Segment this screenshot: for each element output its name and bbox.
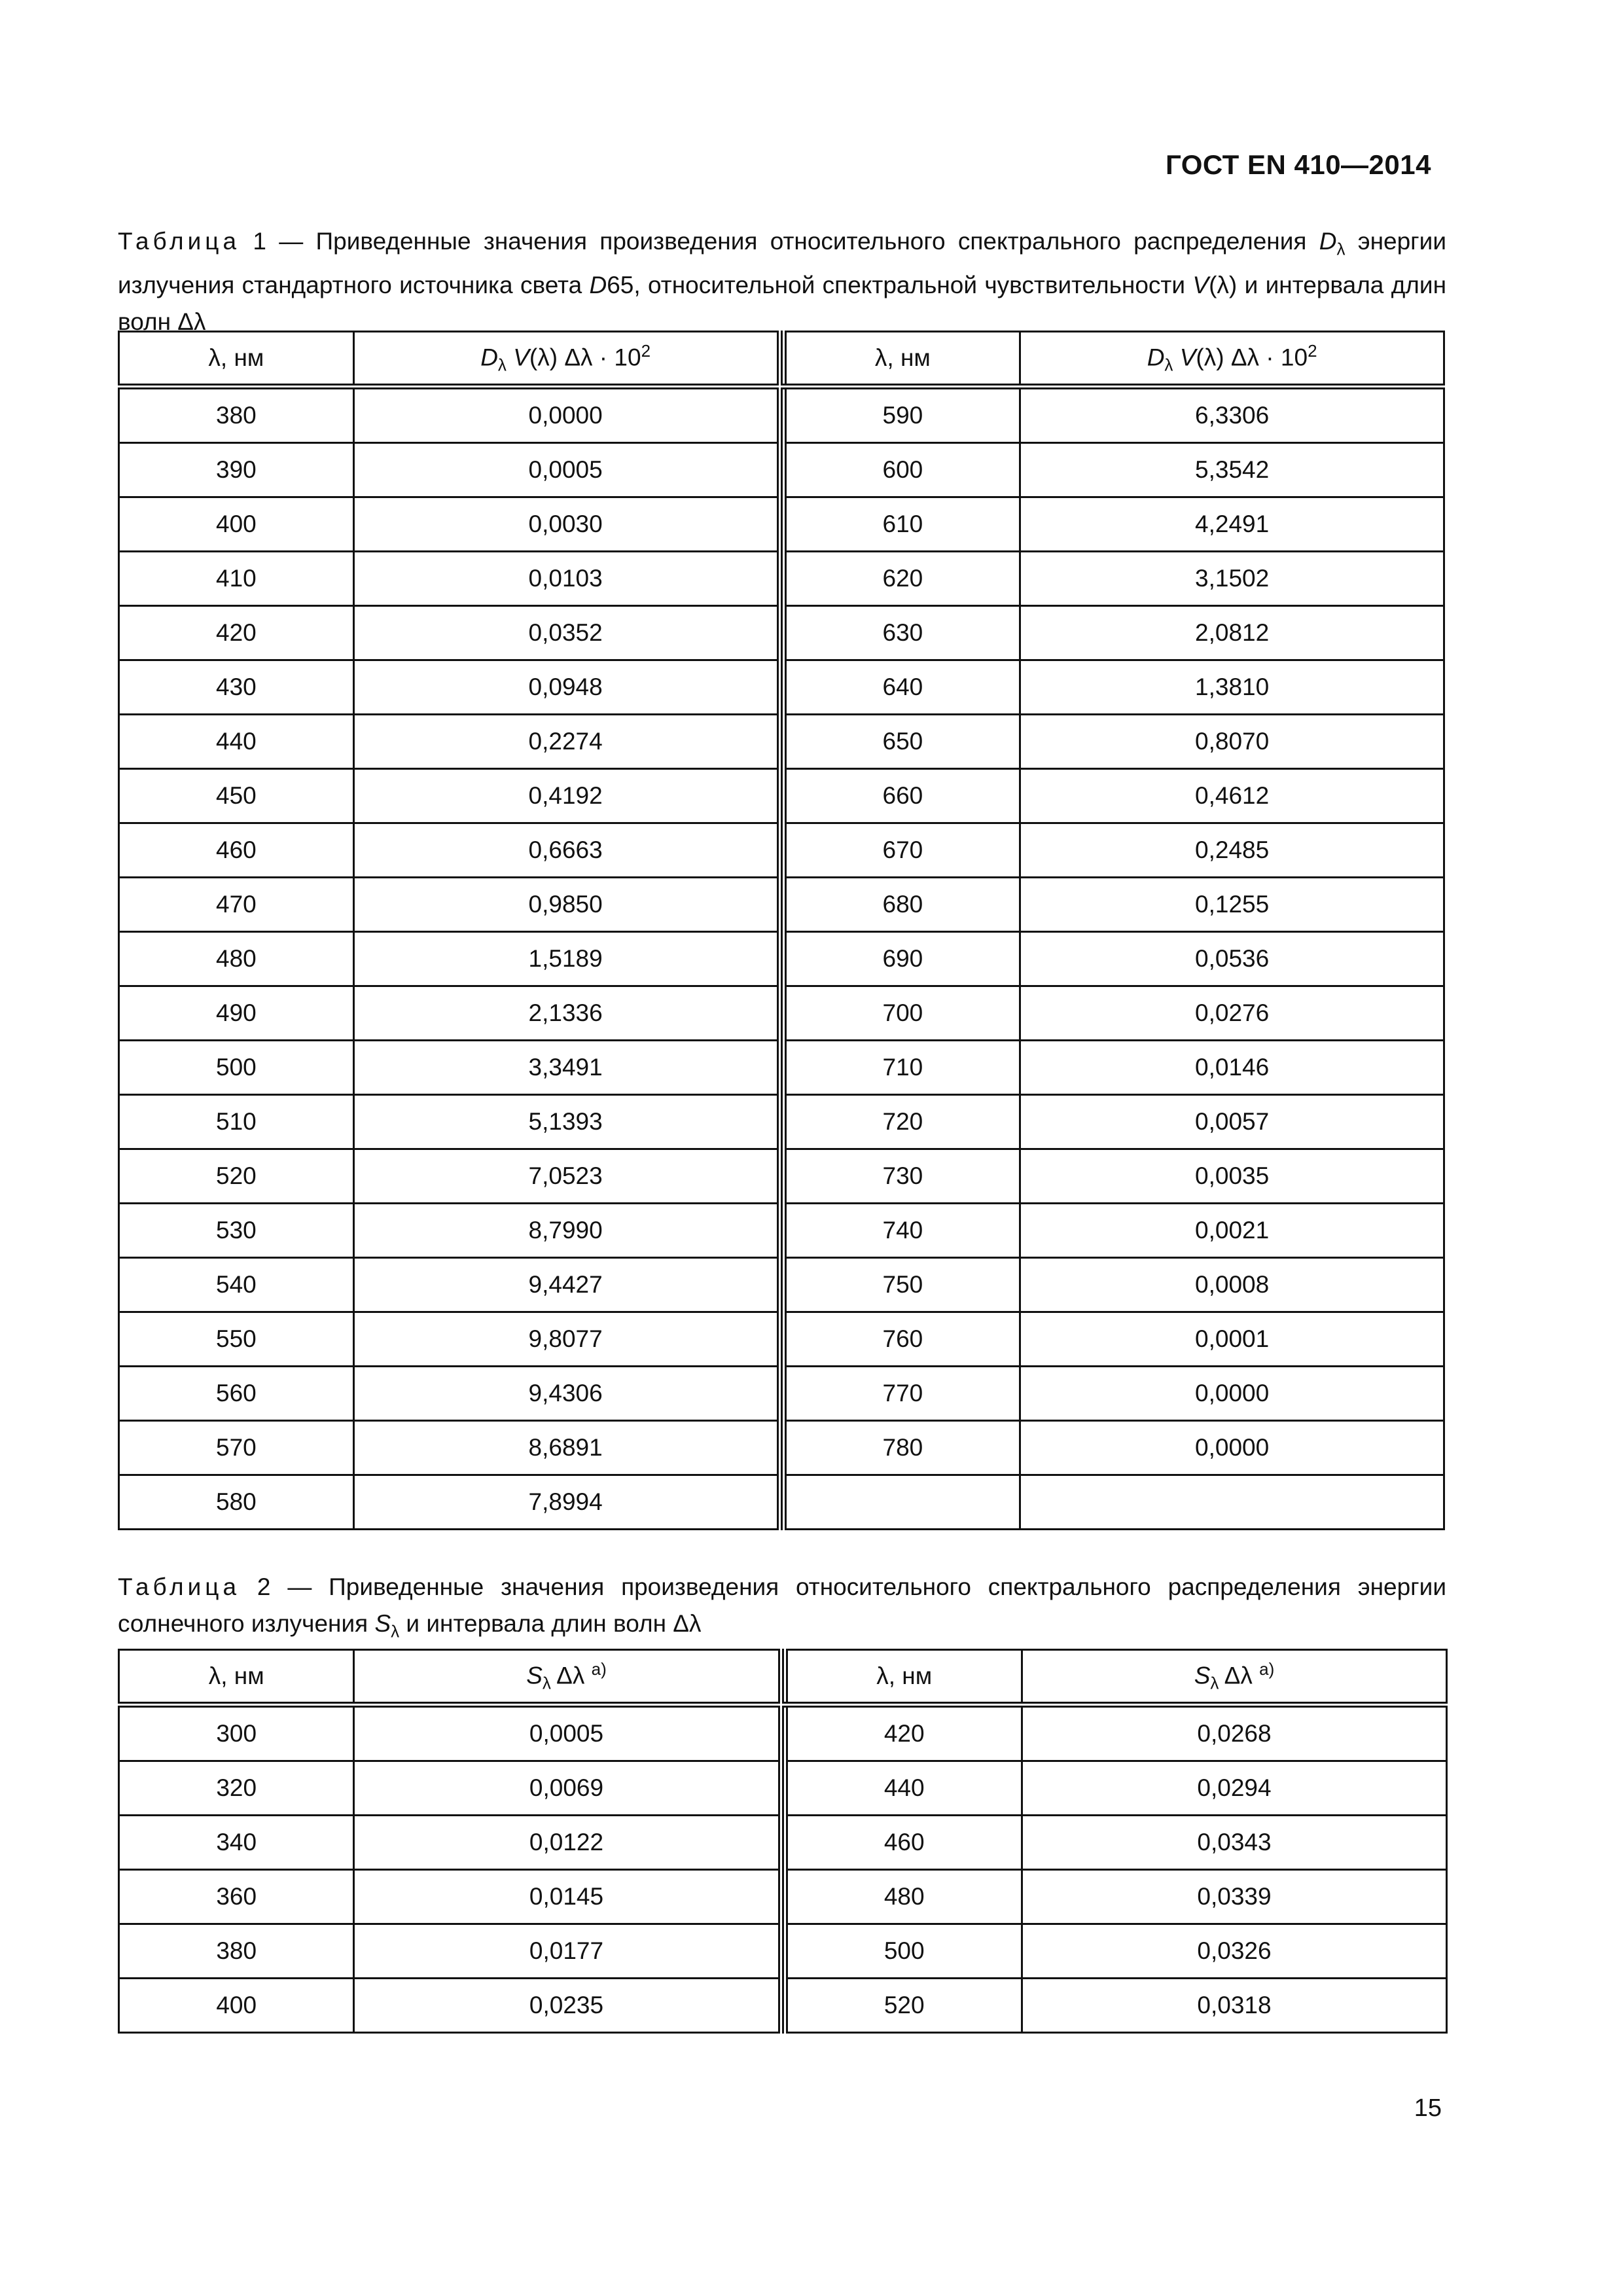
table1-caption-v: V: [1192, 272, 1209, 299]
table-row: [783, 715, 1444, 769]
value-cell: 0,0021: [1020, 1204, 1444, 1258]
table-row: [783, 443, 1444, 497]
wavelength-cell: 570: [119, 1421, 354, 1475]
table-row: [783, 387, 1444, 443]
wavelength-cell: 480: [785, 1870, 1022, 1924]
table1-caption: [118, 223, 1446, 340]
table1-left-half: [118, 331, 779, 1530]
table-row: [119, 1979, 779, 2033]
table2-right-body: [785, 1705, 1447, 2033]
table1-caption-lambda: λ: [1336, 239, 1346, 259]
table1-right-body: [783, 387, 1444, 1530]
table2-right-header-lambda: λ, нм: [785, 1650, 1022, 1705]
table-row: [783, 986, 1444, 1041]
value-cell: 0,0000: [1020, 1421, 1444, 1475]
wavelength-cell: 490: [119, 986, 354, 1041]
wavelength-cell: 380: [119, 1924, 354, 1979]
wavelength-cell: 720: [783, 1095, 1020, 1149]
header-v: V: [1173, 343, 1196, 370]
table1-caption-label: Таблица: [118, 228, 241, 255]
table-row: [783, 1475, 1444, 1530]
table2-caption-text-a: — Приведенные значения произведения относительного спектрального распределения энергии солнечного излучения: [118, 1573, 1446, 1637]
wavelength-cell: 610: [783, 497, 1020, 552]
header-d-sub: λ: [497, 355, 507, 375]
table2-right-header-value: [1022, 1650, 1446, 1705]
table-row: [783, 1204, 1444, 1258]
value-cell: 0,0122: [354, 1816, 779, 1870]
table-row: [783, 878, 1444, 932]
table1-left-header-row: [119, 332, 778, 387]
wavelength-cell: 620: [783, 552, 1020, 606]
value-cell: 0,0352: [353, 606, 777, 660]
table2-left-header-row: [119, 1650, 779, 1705]
table-row: [785, 1870, 1447, 1924]
table-row: [783, 769, 1444, 823]
table2-left-header-lambda: λ, нм: [119, 1650, 354, 1705]
value-cell: 0,0235: [354, 1979, 779, 2033]
table1-left-header-value: [353, 332, 777, 387]
table1-caption-number: 1: [253, 228, 266, 255]
table-row: [783, 1095, 1444, 1149]
value-cell: 0,2274: [353, 715, 777, 769]
wavelength-cell: 530: [119, 1204, 354, 1258]
value-cell: 0,0145: [354, 1870, 779, 1924]
wavelength-cell: 440: [785, 1761, 1022, 1816]
table-row: [119, 1816, 779, 1870]
value-cell: 8,6891: [353, 1421, 777, 1475]
value-cell: 0,0343: [1022, 1816, 1446, 1870]
value-cell: 0,0268: [1022, 1705, 1446, 1761]
value-cell: 0,0326: [1022, 1924, 1446, 1979]
table-row: [783, 823, 1444, 878]
value-cell: 0,0177: [354, 1924, 779, 1979]
wavelength-cell: 780: [783, 1421, 1020, 1475]
value-cell: 0,0000: [1020, 1367, 1444, 1421]
value-cell: 0,0005: [354, 1705, 779, 1761]
header-rest: Δλ: [1219, 1661, 1260, 1689]
table2-caption-text-b: и интервала длин волн Δλ: [399, 1610, 702, 1637]
table-row: [783, 1258, 1444, 1312]
wavelength-cell: 340: [119, 1816, 354, 1870]
table-row: [119, 1312, 778, 1367]
table-row: [783, 1149, 1444, 1204]
value-cell: 1,3810: [1020, 660, 1444, 715]
table-row: [783, 1421, 1444, 1475]
wavelength-cell: 540: [119, 1258, 354, 1312]
table-row: [119, 1870, 779, 1924]
table-row: [783, 1367, 1444, 1421]
value-cell: 9,4306: [353, 1367, 777, 1421]
wavelength-cell: 700: [783, 986, 1020, 1041]
wavelength-cell: 640: [783, 660, 1020, 715]
wavelength-cell: 470: [119, 878, 354, 932]
table-row: [785, 1979, 1447, 2033]
value-cell: 0,0294: [1022, 1761, 1446, 1816]
wavelength-cell: 740: [783, 1204, 1020, 1258]
table-row: [119, 823, 778, 878]
table-row: [119, 769, 778, 823]
wavelength-cell: 520: [785, 1979, 1022, 2033]
wavelength-cell: 630: [783, 606, 1020, 660]
table-row: [783, 606, 1444, 660]
table-row: [119, 1258, 778, 1312]
wavelength-cell: 480: [119, 932, 354, 986]
wavelength-cell: 320: [119, 1761, 354, 1816]
value-cell: 0,2485: [1020, 823, 1444, 878]
table1-left-header-lambda: λ, нм: [119, 332, 354, 387]
wavelength-cell: 560: [119, 1367, 354, 1421]
value-cell: 3,3491: [353, 1041, 777, 1095]
table-row: [119, 443, 778, 497]
header-s-sub: λ: [1210, 1673, 1219, 1693]
wavelength-cell: 710: [783, 1041, 1020, 1095]
wavelength-cell: 550: [119, 1312, 354, 1367]
wavelength-cell: 670: [783, 823, 1020, 878]
table2-caption-number: 2: [257, 1573, 271, 1600]
wavelength-cell: 420: [119, 606, 354, 660]
table1: [118, 331, 1445, 1530]
table1-caption-text-a: — Приведенные значения произведения относительного спектрального распределения: [279, 228, 1319, 255]
table-row: [119, 1705, 779, 1761]
page-number: 15: [1414, 2094, 1442, 2122]
value-cell: 4,2491: [1020, 497, 1444, 552]
table1-left-body: [119, 387, 778, 1530]
table2-right-header-row: [785, 1650, 1447, 1705]
header-v: V: [506, 343, 529, 370]
value-cell: 0,0057: [1020, 1095, 1444, 1149]
value-cell: 9,8077: [353, 1312, 777, 1367]
value-cell: 9,4427: [353, 1258, 777, 1312]
table-row: [119, 932, 778, 986]
value-cell: 0,0008: [1020, 1258, 1444, 1312]
table-row: [119, 1095, 778, 1149]
header-d: D: [480, 343, 498, 370]
wavelength-cell: 590: [783, 387, 1020, 443]
wavelength-cell: 300: [119, 1705, 354, 1761]
table-row: [783, 497, 1444, 552]
header-sup: 2: [1308, 340, 1317, 361]
table2-caption: [118, 1569, 1446, 1649]
table2-left-body: [119, 1705, 779, 2033]
value-cell: 6,3306: [1020, 387, 1444, 443]
wavelength-cell: 450: [119, 769, 354, 823]
table-row: [119, 387, 778, 443]
header-sup: а): [591, 1659, 607, 1679]
wavelength-cell: 400: [119, 497, 354, 552]
table-row: [119, 1041, 778, 1095]
wavelength-cell: 760: [783, 1312, 1020, 1367]
wavelength-cell: 650: [783, 715, 1020, 769]
table-row: [119, 1475, 778, 1530]
header-s-sub: λ: [542, 1673, 551, 1693]
table-row: [119, 1204, 778, 1258]
table1-right-header-row: [783, 332, 1444, 387]
table-row: [785, 1816, 1447, 1870]
value-cell: 0,9850: [353, 878, 777, 932]
wavelength-cell: 390: [119, 443, 354, 497]
wavelength-cell: 770: [783, 1367, 1020, 1421]
table-row: [785, 1705, 1447, 1761]
table-row: [783, 1312, 1444, 1367]
wavelength-cell: 520: [119, 1149, 354, 1204]
wavelength-cell: 580: [119, 1475, 354, 1530]
table1-caption-d65-letter: D: [589, 272, 607, 299]
value-cell: 0,0948: [353, 660, 777, 715]
value-cell: 0,1255: [1020, 878, 1444, 932]
value-cell: 0,4612: [1020, 769, 1444, 823]
table-row: [119, 660, 778, 715]
value-cell: 0,8070: [1020, 715, 1444, 769]
table2-caption-s: S: [374, 1610, 391, 1637]
table-row: [783, 932, 1444, 986]
wavelength-cell: 500: [119, 1041, 354, 1095]
header-rest: Δλ: [550, 1661, 592, 1689]
value-cell: 0,0276: [1020, 986, 1444, 1041]
value-cell: 7,0523: [353, 1149, 777, 1204]
value-cell: 5,3542: [1020, 443, 1444, 497]
table-row: [119, 552, 778, 606]
table1-caption-d65-rest: 65, относительной спектральной чувствительности: [607, 272, 1193, 299]
value-cell: 3,1502: [1020, 552, 1444, 606]
wavelength-cell: 730: [783, 1149, 1020, 1204]
table-row: [119, 715, 778, 769]
header-s: S: [1194, 1661, 1211, 1689]
value-cell: 7,8994: [353, 1475, 777, 1530]
wavelength-cell: 660: [783, 769, 1020, 823]
value-cell: 0,0103: [353, 552, 777, 606]
wavelength-cell: 690: [783, 932, 1020, 986]
wavelength-cell: 360: [119, 1870, 354, 1924]
table-row: [119, 606, 778, 660]
table2-left-header-value: [354, 1650, 779, 1705]
table-row: [119, 1761, 779, 1816]
value-cell: 1,5189: [353, 932, 777, 986]
value-cell: 0,0030: [353, 497, 777, 552]
table1-right-header-lambda: λ, нм: [783, 332, 1020, 387]
value-cell: 0,0001: [1020, 1312, 1444, 1367]
table1-caption-d: D: [1319, 228, 1337, 255]
wavelength-cell: 460: [119, 823, 354, 878]
table2-right-half: [782, 1649, 1448, 2034]
wavelength-cell: 420: [785, 1705, 1022, 1761]
table-row: [119, 1924, 779, 1979]
table-row: [119, 986, 778, 1041]
table-row: [119, 1421, 778, 1475]
header-sup: а): [1259, 1659, 1275, 1679]
value-cell: 0,0339: [1022, 1870, 1446, 1924]
table2-caption-label: Таблица: [118, 1573, 241, 1600]
document-code: ГОСТ EN 410—2014: [1165, 149, 1431, 180]
wavelength-cell: 430: [119, 660, 354, 715]
table2-left-half: [118, 1649, 780, 2034]
value-cell: 0,6663: [353, 823, 777, 878]
wavelength-cell: 410: [119, 552, 354, 606]
wavelength-cell: 400: [119, 1979, 354, 2033]
value-cell: 5,1393: [353, 1095, 777, 1149]
value-cell: 0,4192: [353, 769, 777, 823]
wavelength-cell: 600: [783, 443, 1020, 497]
table1-right-half: [781, 331, 1446, 1530]
header-rest: (λ) Δλ · 10: [529, 343, 641, 370]
wavelength-cell: 680: [783, 878, 1020, 932]
table-row: [119, 878, 778, 932]
table1-caption-text-c: (λ) и интервала длин волн Δλ: [118, 272, 1447, 336]
table-row: [783, 552, 1444, 606]
wavelength-cell: 380: [119, 387, 354, 443]
table2-caption-lambda: λ: [391, 1621, 400, 1641]
value-cell: 2,0812: [1020, 606, 1444, 660]
wavelength-cell: [783, 1475, 1020, 1530]
table-row: [785, 1761, 1447, 1816]
table-row: [119, 497, 778, 552]
value-cell: 0,0146: [1020, 1041, 1444, 1095]
value-cell: 8,7990: [353, 1204, 777, 1258]
table2: [118, 1649, 1448, 2034]
value-cell: 0,0000: [353, 387, 777, 443]
table-row: [119, 1149, 778, 1204]
header-d-sub: λ: [1164, 355, 1173, 375]
table1-caption-text-b: энергии излучения стандартного источника света: [118, 228, 1447, 299]
wavelength-cell: 460: [785, 1816, 1022, 1870]
table-row: [783, 660, 1444, 715]
wavelength-cell: 500: [785, 1924, 1022, 1979]
table1-right-header-value: [1020, 332, 1444, 387]
header-d: D: [1147, 343, 1165, 370]
header-s: S: [526, 1661, 543, 1689]
value-cell: 0,0069: [354, 1761, 779, 1816]
wavelength-cell: 440: [119, 715, 354, 769]
value-cell: 0,0536: [1020, 932, 1444, 986]
value-cell: 2,1336: [353, 986, 777, 1041]
value-cell: 0,0318: [1022, 1979, 1446, 2033]
table-row: [785, 1924, 1447, 1979]
wavelength-cell: 510: [119, 1095, 354, 1149]
header-rest: (λ) Δλ · 10: [1196, 343, 1308, 370]
table-row: [119, 1367, 778, 1421]
table-row: [783, 1041, 1444, 1095]
value-cell: 0,0035: [1020, 1149, 1444, 1204]
header-sup: 2: [641, 340, 651, 361]
value-cell: 0,0005: [353, 443, 777, 497]
wavelength-cell: 750: [783, 1258, 1020, 1312]
value-cell: [1020, 1475, 1444, 1530]
